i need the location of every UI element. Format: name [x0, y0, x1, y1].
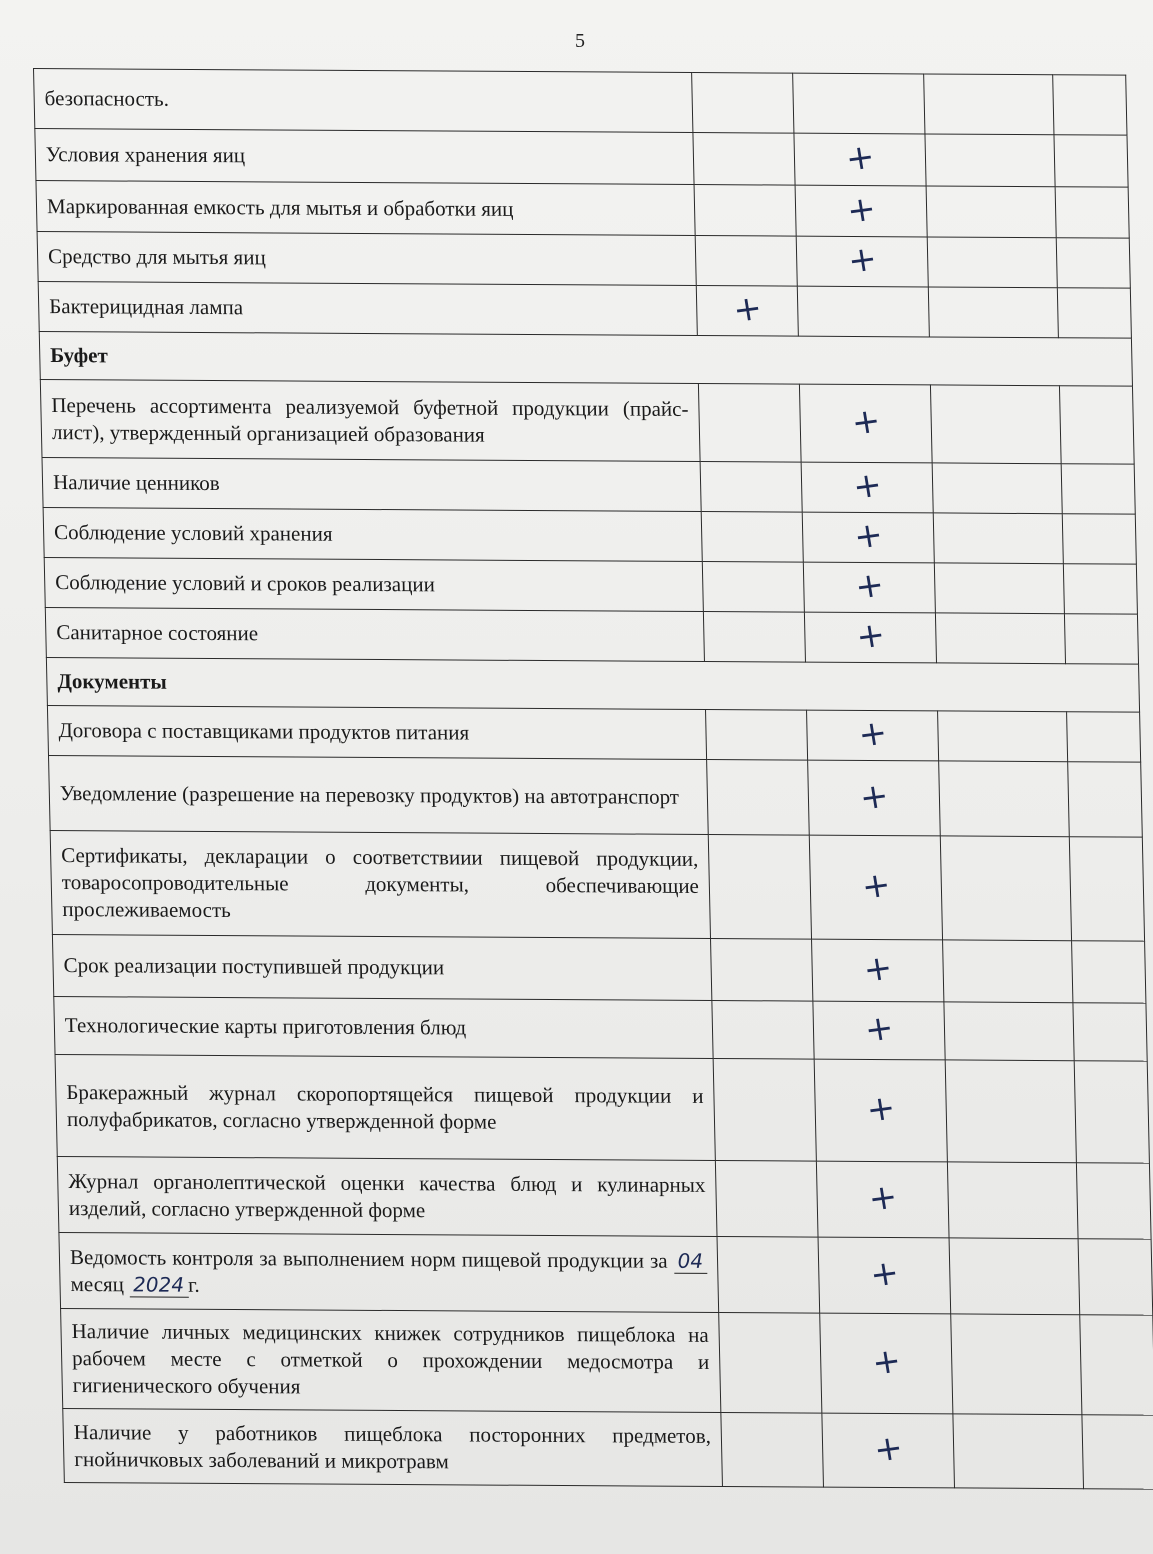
table-row [54, 996, 1147, 1061]
handwritten-check-mark: + [863, 1087, 899, 1131]
mark-cell [940, 836, 1071, 941]
row-label-suffix: г. [187, 1272, 200, 1297]
row-label: Наличие личных медицинских книжек сотрудников пищеблока на рабочем месте с отметкой о прохождении медосмотра и гигиенического обучения [61, 1308, 721, 1412]
mark-cell [1053, 75, 1127, 135]
row-label: Средство для мытья яиц [37, 232, 696, 286]
table-row [35, 129, 1128, 188]
table-row [45, 607, 1138, 664]
mark-cell [928, 287, 1058, 338]
mark-cell [1061, 464, 1135, 514]
table-row [42, 457, 1135, 514]
mark-cell [1067, 712, 1141, 762]
mark-cell [808, 760, 941, 836]
mark-cell [695, 236, 797, 287]
mark-cell [822, 1413, 955, 1488]
mark-cell [933, 513, 1063, 564]
mark-cell [812, 939, 944, 1002]
row-label: Санитарное состояние [45, 607, 704, 661]
mark-cell [938, 711, 1068, 762]
table-row [63, 1408, 1153, 1489]
row-label [59, 1232, 719, 1312]
mark-cell [702, 562, 804, 613]
mark-cell [934, 563, 1064, 614]
handwritten-check-mark: + [870, 1427, 906, 1471]
mark-cell [1068, 762, 1143, 837]
mark-cell [708, 835, 811, 940]
mark-cell [1082, 1415, 1153, 1489]
table-row [47, 705, 1140, 762]
year-field: 2024 [129, 1272, 188, 1297]
row-label: Срок реализации поступившей продукции [52, 934, 711, 1000]
mark-cell [713, 1059, 816, 1162]
mark-cell [693, 133, 795, 186]
mark-cell [701, 512, 803, 563]
checklist-body [34, 69, 1153, 1490]
table-row [43, 507, 1136, 564]
mark-cell [809, 835, 942, 940]
mark-cell [943, 940, 1073, 1003]
mark-cell [696, 286, 798, 337]
mark-cell [947, 1162, 1078, 1239]
handwritten-check-mark: + [853, 614, 888, 658]
mark-cell [926, 186, 1056, 238]
page-number: 5 [575, 30, 585, 52]
mark-cell [1074, 1061, 1149, 1163]
mark-cell [945, 1060, 1076, 1163]
mark-cell [1062, 514, 1136, 564]
row-label-prefix: Ведомость контроля за выполнением норм пищевой продукции за [69, 1244, 668, 1273]
table-row [44, 557, 1137, 614]
handwritten-check-mark: + [860, 947, 895, 991]
mark-cell [820, 1313, 953, 1414]
handwritten-check-mark: + [852, 564, 887, 608]
mark-cell [1056, 238, 1130, 288]
mark-cell [795, 185, 927, 237]
table-row [49, 755, 1143, 837]
mark-cell [944, 1002, 1074, 1061]
row-label: безопасность. [34, 69, 693, 133]
mark-cell [1059, 386, 1134, 464]
mark-cell [1055, 187, 1129, 238]
row-label: Бракеражный журнал скоропортящейся пищевой продукции и полуфабрикатов, согласно утвержденной форме [55, 1054, 715, 1160]
mark-cell [925, 134, 1055, 187]
mark-cell [924, 74, 1054, 135]
mark-cell [692, 73, 794, 134]
mark-cell [804, 612, 936, 663]
row-label: Сертификаты, декларации о соответствиии пищевой продукции, товаросопроводительные документы, обеспечивающие прослеживаемость [50, 830, 710, 938]
handwritten-check-mark: + [855, 712, 890, 756]
mark-cell [939, 761, 1070, 837]
row-label: Условия хранения яиц [35, 129, 694, 185]
handwritten-check-mark: + [861, 1007, 897, 1051]
section-title: Буфет [39, 331, 1132, 386]
handwritten-check-mark: + [843, 187, 879, 232]
mark-cell [930, 385, 1061, 464]
table-row [40, 379, 1134, 464]
handwritten-check-mark: + [856, 774, 892, 819]
table-row [34, 69, 1127, 136]
row-label-middle: месяц [70, 1271, 125, 1296]
mark-cell [703, 612, 805, 663]
table-row [55, 1054, 1149, 1163]
mark-cell [1064, 614, 1138, 664]
row-label: Соблюдение условий и сроков реализации [44, 557, 703, 611]
handwritten-check-mark: + [844, 238, 880, 282]
section-row-dokumenty [46, 657, 1139, 712]
handwritten-check-mark: + [865, 1176, 900, 1220]
mark-cell [816, 1161, 949, 1238]
mark-cell [799, 384, 932, 463]
handwritten-check-mark: + [850, 514, 886, 558]
table-row [57, 1156, 1151, 1239]
row-label: Соблюдение условий хранения [43, 507, 702, 561]
handwritten-check-mark: + [849, 464, 885, 508]
mark-cell [711, 939, 813, 1002]
section-row-bufet [39, 331, 1132, 386]
mark-cell [698, 384, 801, 463]
row-label: Журнал органолептической оценки качества блюд и кулинарных изделий, согласно утвержденной форме [57, 1156, 717, 1236]
checklist-table [33, 68, 1153, 1490]
row-label: Наличие ценников [42, 457, 701, 511]
mark-cell [796, 236, 928, 287]
row-label: Уведомление (разрешение на перевозку продуктов) на автотранспорт [49, 755, 709, 834]
mark-cell [1078, 1239, 1153, 1315]
mark-cell [717, 1237, 820, 1314]
mark-cell [712, 1001, 814, 1060]
table-row [36, 181, 1129, 239]
month-field: 04 [673, 1248, 707, 1273]
handwritten-check-mark: + [848, 400, 884, 444]
handwritten-check-mark: + [868, 1340, 904, 1384]
mark-cell [935, 613, 1065, 664]
mark-cell [1076, 1163, 1151, 1239]
handwritten-check-mark: + [867, 1252, 902, 1296]
mark-cell [818, 1237, 951, 1314]
mark-cell [1057, 288, 1131, 338]
table-row [50, 830, 1144, 941]
mark-cell [1063, 564, 1137, 614]
table-row [52, 934, 1146, 1003]
mark-cell [793, 73, 925, 134]
mark-cell [803, 562, 935, 613]
mark-cell [1073, 1003, 1147, 1061]
row-label: Бактерицидная лампа [38, 281, 697, 335]
handwritten-check-mark: + [842, 136, 878, 180]
mark-cell [1069, 837, 1144, 941]
row-label: Технологические карты приготовления блюд [54, 996, 713, 1058]
mark-cell [814, 1059, 947, 1162]
table-row [61, 1308, 1153, 1415]
table-row [59, 1232, 1153, 1315]
mark-cell [797, 286, 929, 337]
mark-cell [706, 710, 808, 761]
handwritten-check-mark: + [858, 864, 894, 908]
mark-cell [813, 1001, 945, 1060]
mark-cell [932, 463, 1062, 514]
row-label: Перечень ассортимента реализуемой буфетной продукции (прайс-лист), утвержденный организацией образования [40, 379, 700, 461]
mark-cell [949, 1238, 1080, 1315]
mark-cell [715, 1161, 818, 1238]
row-label: Маркированная емкость для мытья и обработки яиц [36, 181, 695, 236]
mark-cell [953, 1414, 1084, 1489]
section-title: Документы [46, 657, 1139, 712]
table-row [37, 232, 1130, 289]
mark-cell [951, 1314, 1082, 1415]
mark-cell [1054, 135, 1128, 187]
mark-cell [1080, 1315, 1153, 1415]
mark-cell [1072, 941, 1146, 1003]
mark-cell [707, 760, 810, 836]
mark-cell [927, 237, 1057, 288]
handwritten-check-mark: + [729, 287, 765, 332]
mark-cell [700, 462, 802, 513]
mark-cell [801, 462, 933, 513]
table-row [38, 281, 1131, 338]
mark-cell [794, 133, 926, 186]
mark-cell [719, 1312, 822, 1413]
mark-cell [802, 512, 934, 563]
mark-cell [807, 710, 939, 761]
row-label: Наличие у работников пищеблока посторонних предметов, гнойничковых заболеваний и микротравм [63, 1408, 723, 1486]
mark-cell [721, 1412, 824, 1487]
row-label: Договора с поставщиками продуктов питания [47, 705, 706, 759]
mark-cell [694, 185, 796, 237]
